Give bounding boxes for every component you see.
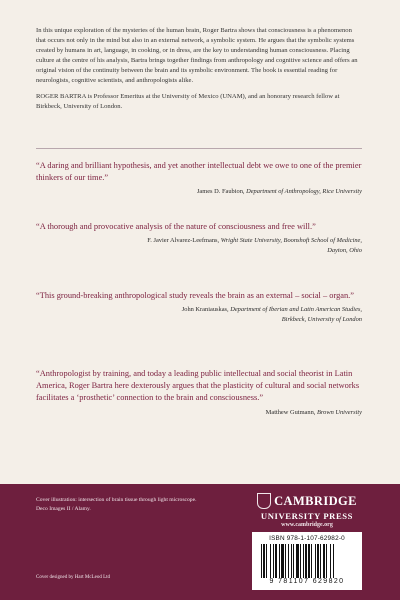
barcode-bar	[275, 544, 277, 578]
endorsement-3	[36, 290, 362, 324]
barcode-bar	[270, 544, 271, 578]
barcode-bar	[311, 544, 312, 578]
quote-attribution	[36, 187, 362, 197]
barcode-digits: 9 781107 629820	[269, 578, 345, 585]
quote-text: “A thorough and provocative analysis of the nature of consciousness and free will.”	[36, 222, 316, 231]
barcode-bar	[305, 544, 307, 578]
quote-author: James D. Faubion,	[196, 188, 245, 196]
barcode-bar	[330, 544, 331, 578]
quote-affiliation: Brown University	[315, 408, 362, 416]
barcode-bar	[303, 544, 304, 578]
crest-icon	[257, 493, 271, 509]
quote-attribution	[36, 305, 362, 324]
barcode-bar	[281, 544, 284, 578]
barcode-bar	[333, 544, 334, 578]
barcode-bar	[279, 544, 280, 578]
barcode-bar	[315, 544, 316, 578]
author-name: ROGER BARTRA	[36, 93, 86, 101]
author-bio	[36, 92, 362, 112]
barcode-bar	[266, 544, 267, 578]
barcode-bar	[291, 544, 292, 578]
barcode-bars	[259, 544, 355, 578]
publisher-website: www.cambridge.org	[281, 522, 333, 528]
barcode-bar	[273, 544, 274, 578]
publisher-subname: UNIVERSITY PRESS	[260, 511, 354, 521]
quote-author: F. Javier Alvarez-Leefmans,	[147, 237, 220, 245]
quote-author: John Kraniauskas,	[181, 306, 229, 314]
barcode-bar	[263, 544, 265, 578]
publisher-logo	[252, 492, 362, 528]
author-bio-text: is Professor Emeritus at the University of Mexico (UNAM), and an honorary research fellow at Birkbeck, University of London.	[36, 93, 340, 111]
quote-text: “A daring and brilliant hypothesis, and yet another intellectual debt we owe to one of the premier thinkers of our time.”	[36, 161, 362, 183]
quote-text: “Anthropologist by training, and today a leading public intellectual and social theorist in Latin America, Roger Bartra here dexterously argues that the plasticity of cultural and social networks facilitates a ‘prosthetic’ connection to the brain and consciousness.”	[36, 369, 360, 403]
barcode-bar	[261, 544, 262, 578]
barcode-bar	[285, 544, 286, 578]
description-paragraph: In this unique exploration of the mysteries of the human brain, Roger Bartra shows that consciousness is a phenomenon that occurs not only in the mind but also in an external network, a symbolic system. He argues that the symbolic systems created by humans in art, language, in cooking, or in dress, are the key to understanding human consciousness. Placing culture at the centre of his analysis, Bartra brings together findings from anthropology and cognitive science and offers an original vision of the continuity between the brain and its symbolic environment. The book is essential reading for neurologists, cognitive scientists, and anthropologists alike.	[36, 27, 358, 85]
barcode-bar	[308, 544, 310, 578]
isbn-barcode	[252, 532, 362, 590]
publisher-name: CAMBRIDGE	[274, 493, 357, 508]
barcode-bar	[296, 544, 299, 578]
quote-author: Matthew Gutmann,	[265, 408, 316, 416]
quote-affiliation: Department of Anthropology, Rice University	[244, 188, 362, 196]
quote-attribution	[36, 408, 362, 418]
quote-text: “This ground-breaking anthropological study reveals the brain as an external – social – organ.”	[36, 291, 354, 300]
isbn-label: ISBN 978-1-107-62982-0	[269, 535, 345, 542]
barcode-bar	[288, 544, 289, 578]
divider	[36, 148, 362, 149]
barcode-bar	[293, 544, 294, 578]
cover-designer-credit: Cover designed by Hart McLeod Ltd	[36, 575, 111, 580]
barcode-bar	[323, 544, 325, 578]
cover-illustration-credit: Cover illustration: intersection of brain tissue through light microscope. Deco Images II / Alamy.	[36, 497, 197, 512]
quote-affiliation-line2: Birkbeck, University of London	[281, 315, 362, 323]
quote-affiliation: Department of Iberian and Latin American Studies,	[228, 306, 362, 314]
publisher-footer	[0, 484, 400, 600]
barcode-bar	[300, 544, 301, 578]
barcode-bar	[320, 544, 321, 578]
endorsement-2	[36, 221, 362, 255]
endorsement-1	[36, 160, 362, 197]
endorsement-4	[36, 368, 362, 417]
barcode-bar	[326, 544, 327, 578]
barcode-bar	[317, 544, 319, 578]
book-blurb	[36, 26, 362, 118]
quote-affiliation-line2: Dayton, Ohio	[327, 246, 362, 254]
quote-attribution	[36, 236, 362, 255]
quote-affiliation: Wright State University, Boonshoft School of Medicine,	[219, 237, 362, 245]
